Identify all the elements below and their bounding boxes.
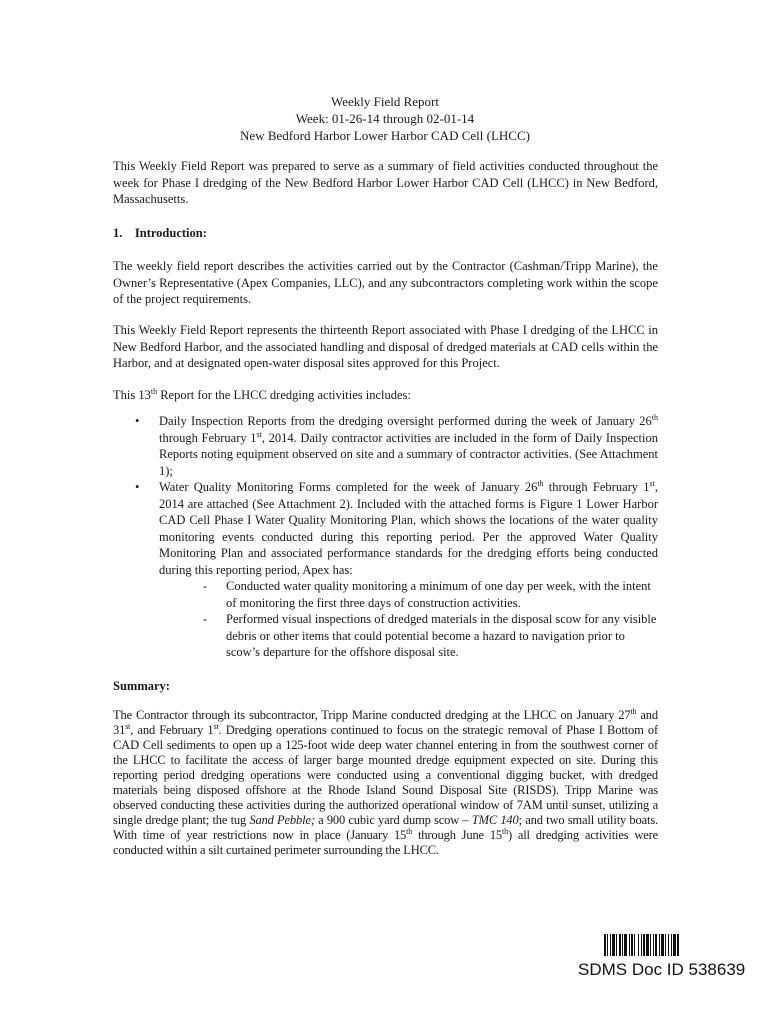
barcode-bar (673, 934, 676, 956)
barcode-bar (638, 934, 639, 956)
barcode-bar (659, 934, 660, 956)
sdms-doc-id: SDMS Doc ID 538639 (578, 960, 746, 979)
barcode-bar (665, 934, 666, 956)
barcode-bar (655, 934, 657, 956)
dash-icon: - (203, 612, 208, 626)
bullet-item-daily-inspection: • Daily Inspection Reports from the dredging oversight performed during the week of January 26th through February 1st, 2014. Daily contractor activities are included in the form of Daily Inspection Reports noting equipment observed on site and a summary of contractor activities. (See Attachment 1); (135, 412, 659, 478)
summary-paragraph: The Contractor through its subcontractor, Tripp Marine conducted dredging at the LHCC on January 27th and 31st, and February 1st. Dredging operations continued to focus on the strategic removal of Phase I Bottom of CAD Cell sediments to open up a 125-foot wide deep water channel entering in from the southwest corner of the LHCC to facilitate the access of larger barge mounted dredge equipment expected on site. During this reporting period dredging operations were conducted using a conventional digging bucket, with dredged materials being disposed offshore at the Rhode Island Sound Disposal Site (RISDS). Tripp Marine was observed conducting these activities during the authorized operational window of 7AM until sunset, utilizing a single dredge plant; the tug Sand Pebble; a 900 cubic yard dump scow – TMC 140; and two small utility boats. With time of year restrictions now in place (January 15th through June 15th) all dredging activities were conducted within a silt curtained perimeter surrounding the LHCC. (113, 706, 659, 857)
barcode-bar (607, 934, 608, 956)
barcode-bar (653, 934, 654, 956)
barcode-bar (668, 934, 669, 956)
dash-icon: - (203, 579, 208, 593)
barcode-bar (619, 934, 621, 956)
introduction-paragraph-2: This Weekly Field Report represents the thirteenth Report associated with Phase I dredging of the LHCC in New Bedford Harbor, and the associated handling and disposal of dredged materials at CAD cells within the Harbor, and at designated open-water disposal sites approved for this Project. (113, 323, 658, 370)
barcode-bar (604, 934, 606, 956)
barcode-bar (643, 934, 645, 956)
dash-item-visual-inspection: - Performed visual inspections of dredged materials in the disposal scow for any visible debris or other items that could potential become a hazard to navigation prior to scow’s departure for the offshore disposal site. (203, 612, 657, 659)
barcode-bar (641, 934, 642, 956)
barcode-bar (631, 934, 633, 956)
barcode-bar (624, 934, 627, 956)
section-heading-summary: Summary: (113, 679, 170, 693)
barcode-bar (677, 934, 679, 956)
bullet-icon: • (135, 414, 140, 428)
barcode-bar (610, 934, 611, 956)
bullet-item-water-quality: • Water Quality Monitoring Forms completed for the week of January 26th through February 1st, 2014 are attached (See Attachment 2). Included with the attached forms is Figure 1 Lower Harbor CAD Cell Phase I Water Quality Monitoring Plan, which shows the locations of the water quality monitoring events conducted during this reporting period. Per the approved Water Quality Monitoring Plan and associated performance standards for the dredging efforts being conducted during this reporting period, Apex has: (135, 478, 658, 577)
report-site: New Bedford Harbor Lower Harbor CAD Cell (LHCC) (240, 128, 530, 143)
introduction-paragraph-1: The weekly field report describes the activities carried out by the Contractor (Cashman/Tripp Marine), the Owner’s Representative (Apex Companies, LLC), and any subcontractors completing work within the scope of the project requirements. (113, 259, 658, 306)
barcode-bar (629, 934, 630, 956)
dash-item-monitoring: - Conducted water quality monitoring a minimum of one day per week, with the intent of monitoring the first three days of construction activities. (203, 579, 651, 610)
introduction-paragraph-3: This 13th Report for the LHCC dredging activities includes: (113, 386, 411, 402)
barcode-bar (661, 934, 664, 956)
section-heading-introduction: 1. Introduction: (113, 226, 207, 240)
report-header (0, 93, 770, 144)
bullet-icon: • (135, 480, 140, 494)
barcode-bar (671, 934, 672, 956)
intro-paragraph: This Weekly Field Report was prepared to serve as a summary of field activities conducted throughout the week for Phase I dredging of the New Bedford Harbor Lower Harbor CAD Cell (LHCC) in New Bedford, Massachusetts. (113, 159, 658, 206)
report-week: Week: 01-26-14 through 02-01-14 (295, 111, 475, 126)
barcode-bar (622, 934, 623, 956)
barcode-bar (646, 934, 649, 956)
bullet-list (113, 413, 658, 661)
barcode-icon (604, 934, 718, 956)
barcode-bar (650, 934, 651, 956)
barcode-bar (616, 934, 617, 956)
barcode-bar (634, 934, 635, 956)
report-title: Weekly Field Report (331, 94, 439, 109)
barcode-bar (612, 934, 615, 956)
